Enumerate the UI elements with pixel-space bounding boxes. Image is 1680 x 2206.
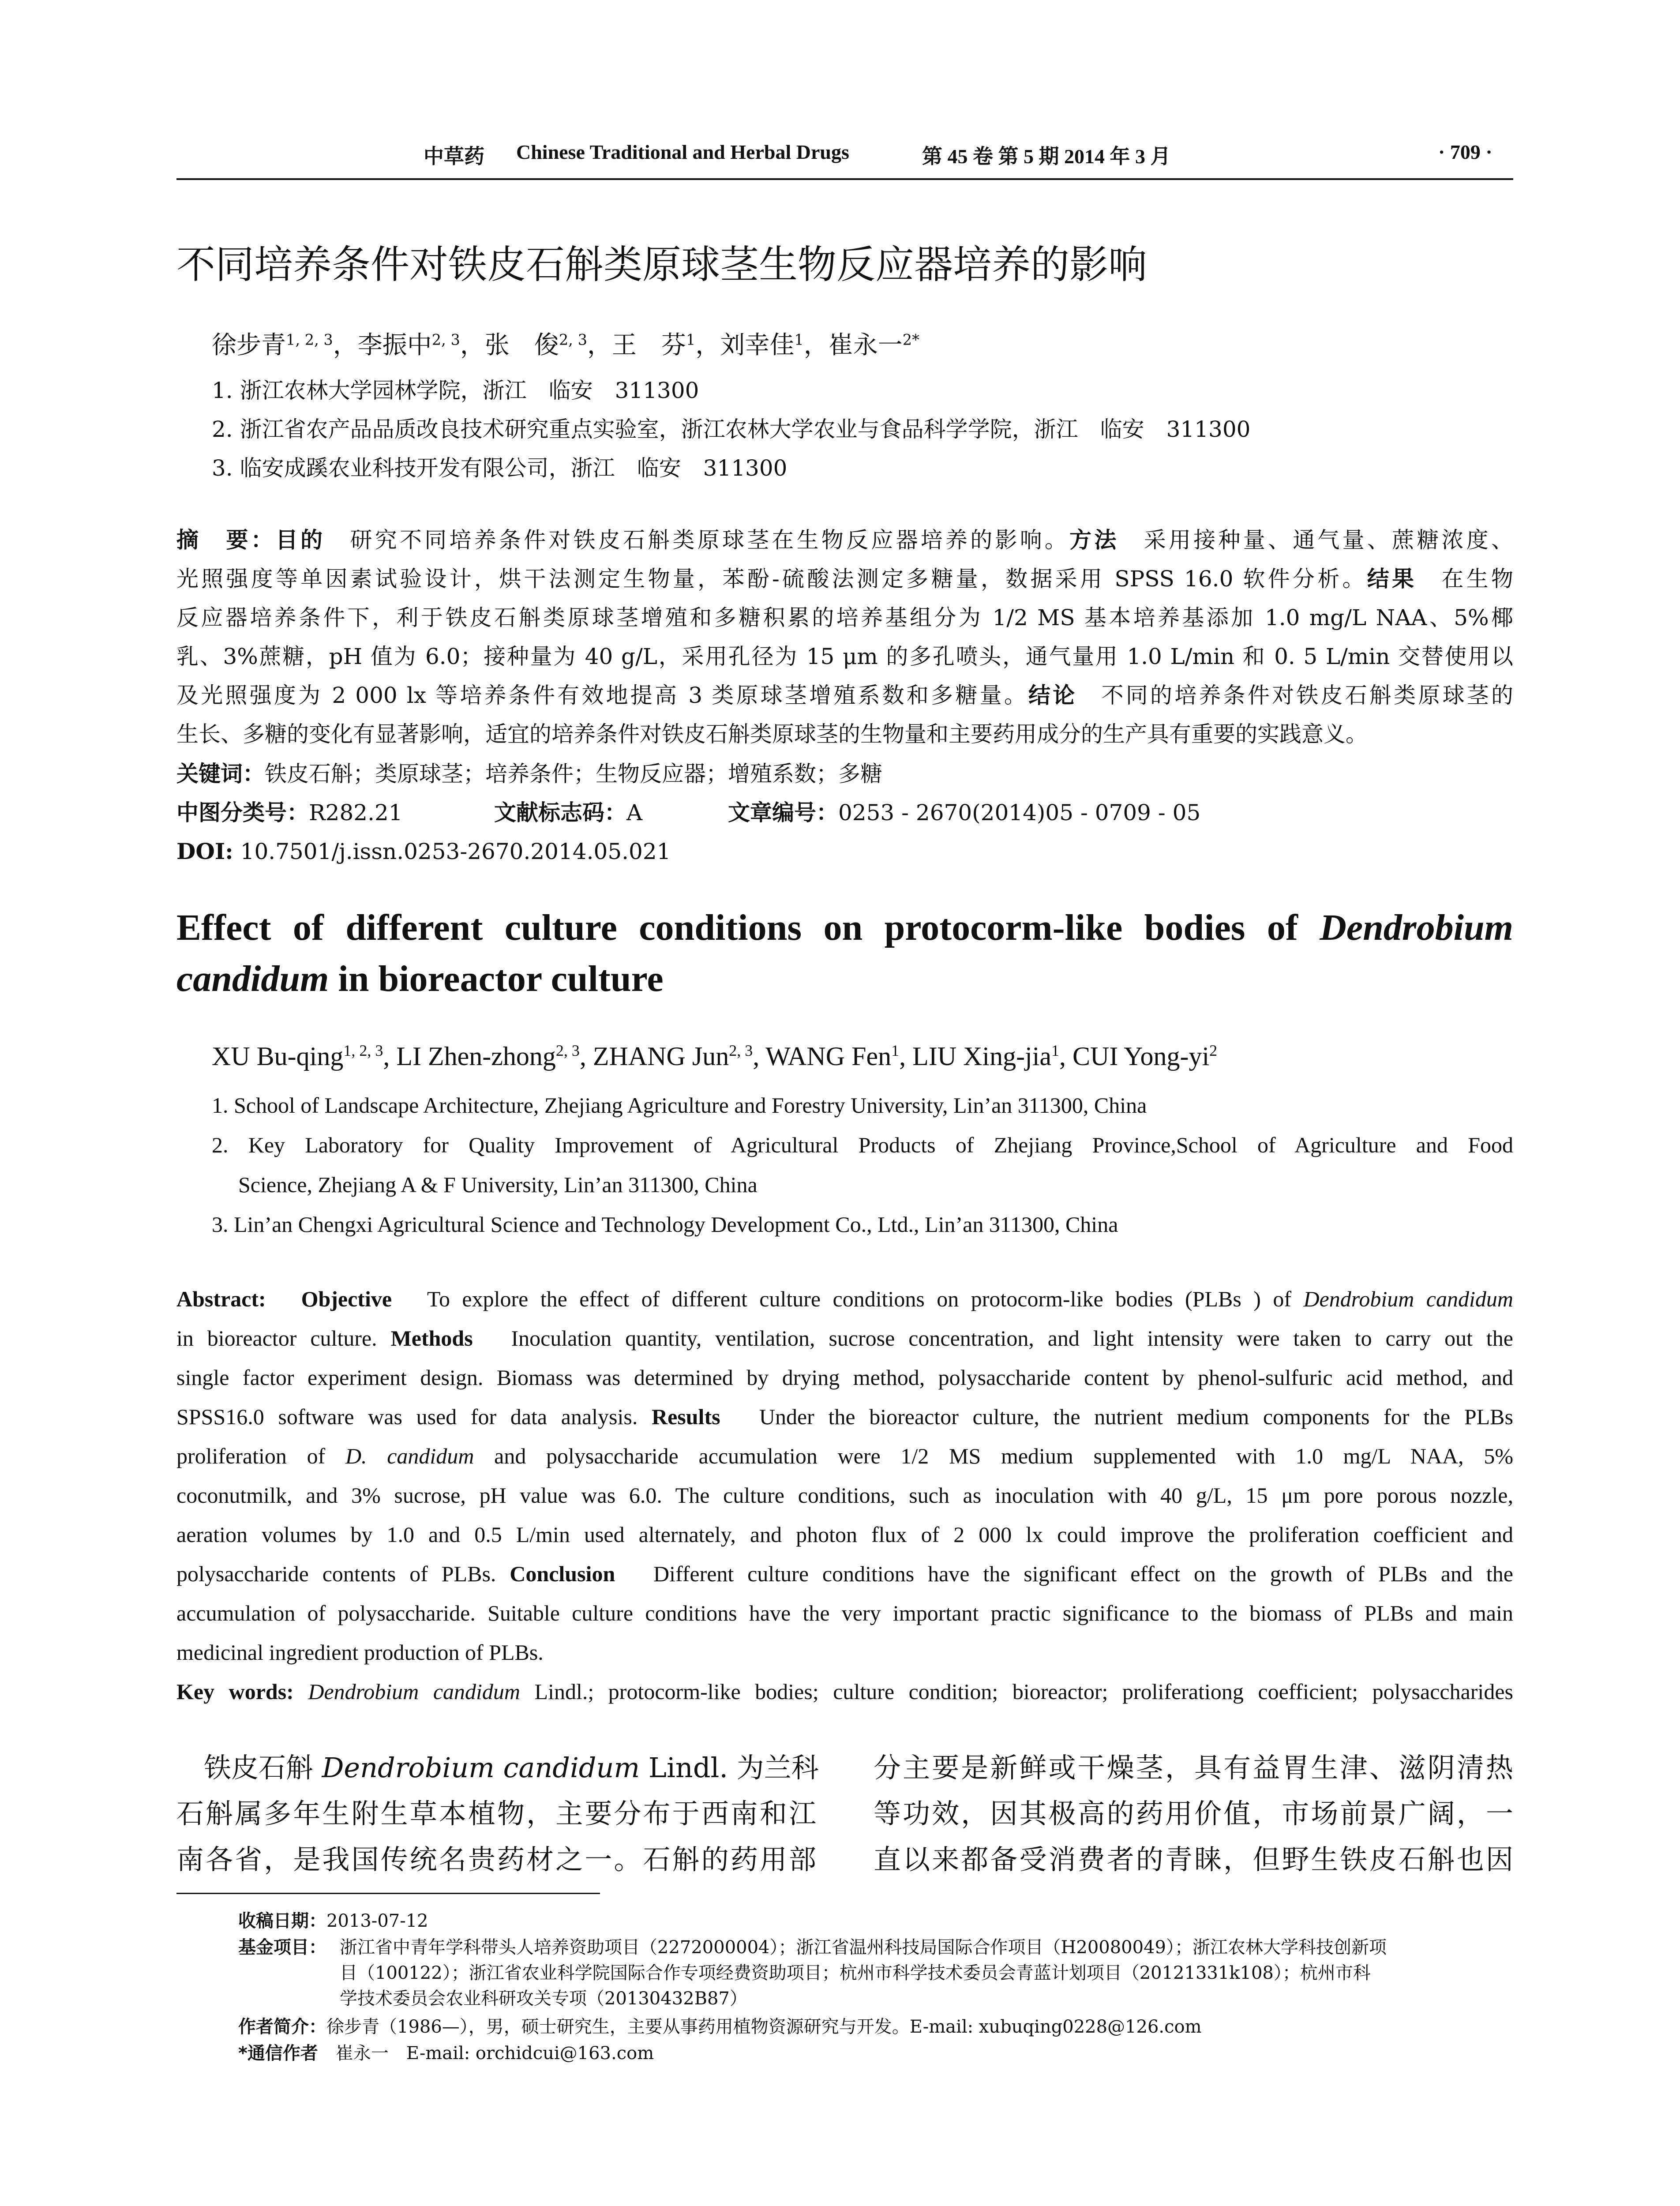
cn-author-name: 李振中 [357,331,432,360]
text-run: Lindl.; protocorm-like bodies; culture condition; bioreactor; proliferationg coefficient; polysaccharides [520,1679,1513,1704]
doi [176,832,1513,871]
corresponding-text: 崔永一 E-mail: orchidcui@163.com [318,2043,654,2063]
en-abstract-line [176,1397,1513,1437]
cn-abstract-line [176,676,1513,715]
clc-value: R282.21 [309,800,403,825]
clc-label: 中图分类号： [176,800,309,825]
text-run: aeration volumes by 1.0 and 0.5 L/min used alternately, and photon flux of 2 000 lx could improve the proliferation coefficient and [176,1522,1513,1547]
en-title [176,902,1513,1005]
cn-author-sep: ， [333,331,358,360]
en-author-affil-sup: 2, 3 [555,1042,580,1059]
cn-abstract-label: 摘 要： [176,527,276,553]
bold-run: Abstract: Objective [176,1287,392,1311]
cn-author-name: 刘幸佳 [720,331,795,360]
en-author-affil-sup: 1, 2, 3 [343,1042,383,1059]
en-author-affil-sup: 1 [1051,1042,1060,1059]
body-line [176,1837,816,1883]
en-title-line-1: Effect of different culture conditions on protocorm-like bodies of Dendrobium [176,907,1514,948]
en-abstract-line [176,1515,1513,1554]
author-bio-label: 作者简介： [238,2017,326,2037]
footnote-rule [176,1893,600,1894]
italic-run: Dendrobium candidum [1303,1287,1513,1311]
article-no [728,793,1200,832]
text-run: proliferation of [176,1444,345,1468]
author-bio [238,2014,1202,2040]
body-column-left [176,1745,819,1883]
text-run: and polysaccharide accumulation were 1/2 MS medium supplemented with 1.0 mg/L NAA, 5% [474,1444,1513,1468]
cn-author-sep: ， [803,331,829,360]
en-affiliation-1: 1. School of Landscape Architecture, Zhejiang Agriculture and Forestry University, Lin’an 311300, China [212,1093,1147,1118]
received-value: 2013-07-12 [326,1911,428,1931]
en-author-name: LI Zhen-zhong [396,1042,556,1071]
text-run: 不同的培养条件对铁皮石斛类原球茎的 [1077,683,1514,708]
fund-line-3: 学技术委员会农业科研攻关专项（20130432B87） [340,1988,747,2009]
cn-abstract-line [176,559,1513,598]
en-author-sep: , [899,1042,913,1071]
en-abstract-line [176,1554,1513,1594]
en-abstract-line [176,1672,1513,1711]
fund-line-1: 浙江省中青年学科带头人培养资助项目（2272000004）；浙江省温州科技局国际合作项目（H20080049）；浙江农林大学科技创新项 [340,1937,1387,1958]
text-run: medicinal ingredient production of PLBs. [176,1640,544,1665]
text-run: polysaccharide contents of PLBs. [176,1561,510,1586]
cn-author-name: 崔永一 [828,331,903,360]
fund-line-2: 目（100122）；浙江省农业科学院国际合作专项经费资助项目；杭州市科学技术委员会青蓝计划项目（20121331k108）；杭州市科 [340,1963,1371,1983]
bold-run: Methods [390,1326,473,1351]
en-author-affil-sup: 2, 3 [729,1042,753,1059]
en-abstract-line [176,1633,1513,1672]
italic-run: D. candidum [345,1444,474,1468]
text-run: 光照强度等单因素试验设计，烘干法测定生物量，苯酚-硫酸法测定多糖量，数据采用 SPSS 16.0 软件分析。 [176,566,1367,592]
en-author-name: LIU Xing-jia [912,1042,1052,1071]
corresponding-label: *通信作者 [238,2043,318,2063]
body-column-right [874,1745,1513,1883]
en-author-sep: , [753,1042,766,1071]
cn-keywords-label: 关键词： [176,761,265,787]
journal-name-en: Chinese Traditional and Herbal Drugs [516,141,849,163]
en-author-sep: , [1059,1042,1073,1071]
text-run: accumulation of polysaccharide. Suitable culture conditions have the very important practic significance to the biomass of PLBs and main [176,1601,1513,1625]
doc-code [494,793,642,832]
text-run: 在生物 [1417,566,1514,592]
cn-author-sep: ， [695,331,720,360]
text-run: SPSS16.0 software was used for data analysis. [176,1404,652,1429]
body-line [874,1837,1513,1883]
cn-title: 不同培养条件对铁皮石斛类原球茎生物反应器培养的影响 [176,242,1148,287]
en-abstract-line [176,1319,1513,1358]
bold-run: Key words: [176,1679,308,1704]
cn-author-affil-sup: 1 [794,331,804,349]
cn-author-name: 张 俊 [484,331,559,360]
en-title-italic-species: candidum [176,958,329,999]
text-run: 及光照强度为 2 000 lx 等培养条件有效地提高 3 类原球茎增殖系数和多糖量。 [176,683,1028,708]
text-run: Under the bioreactor culture, the nutrient medium components for the PLBs [720,1404,1513,1429]
article-no-label: 文章编号： [728,800,838,825]
en-abstract-line [176,1476,1513,1515]
cn-author-name: 徐步青 [212,331,286,360]
cn-author-list [212,326,919,361]
cn-affiliation-2: 2. 浙江省农产品品质改良技术研究重点实验室，浙江农林大学农业与食品科学学院，浙江 临安 311300 [212,416,1251,442]
en-affiliation-3: 3. Lin’an Chengxi Agricultural Science and Technology Development Co., Ltd., Lin’an 311300, China [212,1212,1118,1237]
en-author-sep: , [579,1042,593,1071]
bold-run: 结论 [1028,683,1077,708]
text-run: 采用接种量、通气量、蔗糖浓度、 [1119,527,1514,553]
text-run: To explore the effect of different culture conditions on protocorm-like bodies (PLBs ) of [392,1287,1304,1311]
cn-affiliation-1: 1. 浙江农林大学园林学院，浙江 临安 311300 [212,378,699,403]
cn-abstract-line [176,521,1513,559]
header-rule [176,178,1513,180]
cn-author-affil-sup: 1, 2, 3 [286,331,333,349]
cn-abstract-line [176,637,1513,676]
en-author-affil-sup: 1 [891,1042,900,1059]
en-affiliation-2: 2. Key Laboratory for Quality Improvement of Agricultural Products of Zhejiang Province,School of Agriculture and Food [212,1133,1513,1157]
received-date [238,1908,428,1934]
cn-author-name: 王 芬 [611,331,686,360]
cn-author-sep: ， [460,331,485,360]
doc-code-label: 文献标志码： [494,800,626,825]
bold-run: Conclusion [510,1561,615,1586]
en-abstract-line [176,1279,1513,1319]
text-run: 反应器培养条件下，利于铁皮石斛类原球茎增殖和多糖积累的培养基组分为 1/2 MS 基本培养基添加 1.0 mg/L NAA、5%椰 [176,605,1513,630]
en-abstract-line [176,1358,1513,1397]
en-title-italic-genus: Dendrobium [1320,907,1514,948]
en-author-sep: , [383,1042,397,1071]
fund-label: 基金项目： [238,1937,326,1958]
author-bio-text: 徐步青（1986—），男，硕士研究生，主要从事药用植物资源研究与开发。E-mail: xubuqing0228@126.com [326,2017,1202,2037]
text-run: 铁皮石斛 [176,1752,322,1784]
cn-keywords-text: 铁皮石斛；类原球茎；培养条件；生物反应器；增殖系数；多糖 [265,761,882,787]
received-label: 收稿日期： [238,1911,326,1931]
en-abstract-line [176,1594,1513,1633]
article-no-value: 0253 - 2670(2014)05 - 0709 - 05 [838,800,1201,825]
bold-run: 目的 [275,527,326,553]
bold-run: 结果 [1367,566,1417,592]
clc [176,793,403,832]
text-run: 石斛属多年生附生草本植物，主要分布于西南和江 [176,1797,816,1830]
italic-run: Dendrobium candidum [308,1679,521,1704]
issue-info: 第 45 卷 第 5 期 2014 年 3 月 [922,145,1171,168]
en-author-name: ZHANG Jun [592,1042,729,1071]
text-run: 直以来都备受消费者的青睐，但野生铁皮石斛也因 [874,1843,1513,1876]
en-title-line-2: candidum in bioreactor culture [176,958,664,999]
en-abstract-line [176,1437,1513,1476]
text-run: 研究不同培养条件对铁皮石斛类原球茎在生物反应器培养的影响。 [325,527,1070,553]
doi-value: 10.7501/j.issn.0253-2670.2014.05.021 [240,839,671,864]
cn-author-affil-sup: 2* [902,331,919,349]
body-line [874,1745,1513,1791]
en-author-list [212,1041,1217,1072]
running-header [176,140,1513,171]
doi-label: DOI: [176,838,233,864]
cn-affiliation-3: 3. 临安成蹊农业科技开发有限公司，浙江 临安 311300 [212,455,788,481]
text-run: 生长、多糖的变化有显著影响，适宜的培养条件对铁皮石斛类原球茎的生物量和主要药用成分的生产具有重要的实践意义。 [176,721,1368,747]
cn-author-affil-sup: 2, 3 [431,331,460,349]
doc-code-value: A [626,800,643,825]
cn-author-affil-sup: 1 [686,331,696,349]
text-run: Lindl. 为兰科 [640,1752,819,1784]
corresponding-author [238,2041,654,2066]
cn-author-affil-sup: 2, 3 [559,331,587,349]
text-run: 南各省，是我国传统名贵药材之一。石斛的药用部 [176,1843,816,1876]
text-run: in bioreactor culture. [176,1326,391,1351]
text-run: 分主要是新鲜或干燥茎，具有益胃生津、滋阴清热 [874,1752,1513,1784]
page-number: · 709 · [1438,141,1492,163]
text-run: 等功效，因其极高的药用价值，市场前景广阔，一 [874,1797,1513,1830]
journal-name-cn: 中草药 [424,144,484,168]
text-run: Inoculation quantity, ventilation, sucrose concentration, and light intensity were taken to carry out the [472,1326,1513,1351]
cn-author-sep: ， [587,331,612,360]
en-author-name: CUI Yong-yi [1072,1042,1210,1071]
cn-abstract [176,521,1513,754]
body-line [874,1791,1513,1837]
text-run: Different culture conditions have the significant effect on the growth of PLBs and the [615,1561,1513,1586]
bold-run: 方法 [1069,527,1119,553]
en-author-name: XU Bu-qing [212,1042,344,1071]
cn-keywords [176,754,1513,793]
text-run: 乳、3%蔗糖，pH 值为 6.0；接种量为 40 g/L，采用孔径为 15 μm 的多孔喷头，通气量用 1.0 L/min 和 0. 5 L/min 交替使用以 [176,644,1513,669]
en-author-affil-sup: 2 [1209,1042,1218,1059]
en-author-name: WANG Fen [765,1042,892,1071]
body-line [176,1791,816,1837]
cn-abstract-line [176,598,1513,637]
body-line [176,1745,819,1791]
cn-abstract-line [176,715,1513,754]
text-run: single factor experiment design. Biomass was determined by drying method, polysaccharide content by phenol-sulfuric acid method, and [176,1365,1513,1390]
bold-run: Results [651,1404,720,1429]
text-run: coconutmilk, and 3% sucrose, pH value was 6.0. The culture conditions, such as inoculation with 40 g/L, 15 μm pore porous nozzle, [176,1483,1513,1508]
en-affiliation-2-cont: Science, Zhejiang A & F University, Lin’an 311300, China [238,1172,758,1197]
en-abstract [176,1279,1513,1711]
italic-run: Dendrobium candidum [322,1752,640,1784]
